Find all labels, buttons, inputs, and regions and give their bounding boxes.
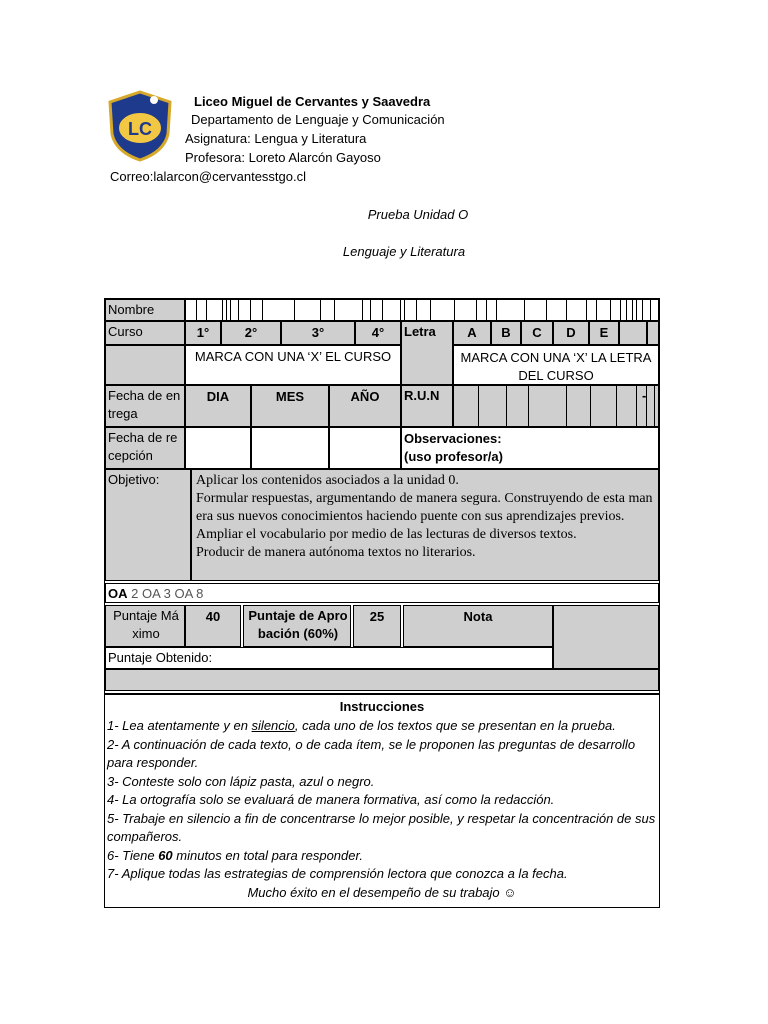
student-info-form xyxy=(104,298,660,694)
fecha-recepcion-label: Fecha de re cepción xyxy=(108,430,178,463)
oa-label: OA xyxy=(108,586,128,601)
recepcion-mes-field[interactable] xyxy=(251,427,329,469)
recepcion-anio-field[interactable] xyxy=(329,427,401,469)
curso-option-1[interactable]: 1° xyxy=(185,321,221,345)
instructions-box xyxy=(104,694,660,908)
objetivo-line-2: Formular respuestas, argumentando de manera segura. Construyendo de esta manera sus nuevos conocimientos haciendo puente con sus aprendizajes previos. xyxy=(196,491,653,524)
closing-message: Mucho éxito en el desempeño de su trabajo ☺ xyxy=(247,884,517,900)
course-title: Lenguaje y Literatura xyxy=(342,244,466,259)
letra-label: Letra xyxy=(404,324,436,339)
instruction-1: 1- Lea atentamente y en silencio, cada uno de los textos que se presentan en la prueba. xyxy=(107,718,616,733)
letra-option-e[interactable]: E xyxy=(589,321,619,345)
marca-curso-note: MARCA CON UNA ‘X’ EL CURSO xyxy=(185,345,401,385)
marca-letra-note: MARCA CON UNA ‘X’ LA LETRA DEL CURSO xyxy=(453,345,659,385)
fecha-entrega-label-cell xyxy=(105,385,185,427)
run-label: R.U.N xyxy=(404,388,440,403)
observaciones-cell[interactable] xyxy=(401,427,659,469)
email: Correo:lalarcon@cervantesstgo.cl xyxy=(110,169,307,184)
instructions-title: Instrucciones xyxy=(339,699,425,714)
logo-text: LC xyxy=(128,119,152,139)
anio-cell[interactable]: AÑO xyxy=(329,385,401,427)
school-name: Liceo Miguel de Cervantes y Saavedra xyxy=(194,94,431,109)
fecha-recepcion-label-cell xyxy=(105,427,185,469)
objetivo-line-3: Ampliar el vocabulario por medio de las lecturas de diversos textos. xyxy=(196,527,577,542)
instruction-4: 4- La ortografía solo se evaluará de manera formativa, así como la redacción. xyxy=(107,792,555,807)
uso-profesor-label: (uso profesor/a) xyxy=(404,449,503,464)
nota-label: Nota xyxy=(403,605,553,647)
form-footer-bar xyxy=(105,669,659,691)
mes-cell[interactable]: MES xyxy=(251,385,329,427)
letra-label-cell xyxy=(401,321,453,385)
curso-label-spacer xyxy=(105,345,185,385)
run-dash: - xyxy=(642,388,647,403)
letra-option-blank-1[interactable] xyxy=(619,321,647,345)
run-label-cell xyxy=(401,385,453,427)
puntaje-aprobacion-value: 25 xyxy=(353,605,401,647)
objetivo-line-1: Aplicar los contenidos asociados a la unidad 0. xyxy=(196,473,459,488)
teacher: Profesora: Loreto Alarcón Gayoso xyxy=(185,150,381,165)
instruction-2: 2- A continuación de cada texto, o de cada ítem, se le proponen las preguntas de desarrollo para responder. xyxy=(107,736,636,770)
puntaje-maximo-label-cell xyxy=(105,605,185,647)
objetivo-line-4: Producir de manera autónoma textos no literarios. xyxy=(196,545,476,560)
nombre-field[interactable] xyxy=(185,299,659,321)
oa-list: 2 OA 3 OA 8 xyxy=(131,586,204,601)
school-logo xyxy=(106,90,174,162)
puntaje-aprobacion-label: Puntaje de Apro bación (60%) xyxy=(248,608,348,641)
instruction-6: 6- Tiene 60 minutos en total para responder. xyxy=(107,847,363,863)
instruction-5: 5- Trabaje en silencio a fin de concentrarse lo mejor posible, y respetar la concentración de sus compañeros. xyxy=(107,810,656,844)
nombre-label: Nombre xyxy=(108,302,155,317)
letra-option-blank-2[interactable] xyxy=(647,321,659,345)
curso-label-cell xyxy=(105,321,185,345)
run-field[interactable] xyxy=(453,385,659,427)
letra-option-a[interactable]: A xyxy=(453,321,491,345)
curso-label: Curso xyxy=(108,324,143,339)
nota-field[interactable] xyxy=(553,605,659,669)
department: Departamento de Lenguaje y Comunicación xyxy=(191,112,445,127)
observaciones-label: Observaciones: xyxy=(404,431,502,446)
fecha-entrega-label: Fecha de en trega xyxy=(108,388,181,421)
nombre-label-cell xyxy=(105,299,185,321)
curso-option-2[interactable]: 2° xyxy=(221,321,281,345)
oa-cell xyxy=(105,583,659,603)
puntaje-maximo-label: Puntaje Má ximo xyxy=(113,608,179,641)
instruction-3: 3- Conteste solo con lápiz pasta, azul o negro. xyxy=(107,773,375,789)
puntaje-maximo-value: 40 xyxy=(185,605,241,647)
subject: Asignatura: Lengua y Literatura xyxy=(185,131,367,146)
puntaje-aprobacion-label-cell xyxy=(243,605,351,647)
puntaje-obtenido-cell[interactable] xyxy=(105,647,553,669)
recepcion-dia-field[interactable] xyxy=(185,427,251,469)
curso-option-3[interactable]: 3° xyxy=(281,321,355,345)
objetivo-text-cell xyxy=(191,469,659,581)
letra-option-b[interactable]: B xyxy=(491,321,521,345)
test-title: Prueba Unidad O xyxy=(367,207,469,222)
letra-option-c[interactable]: C xyxy=(521,321,553,345)
letra-option-d[interactable]: D xyxy=(553,321,589,345)
curso-option-4[interactable]: 4° xyxy=(355,321,401,345)
dia-cell[interactable]: DIA xyxy=(185,385,251,427)
puntaje-obtenido-label: Puntaje Obtenido: xyxy=(108,650,213,665)
objetivo-label-cell xyxy=(105,469,191,581)
objetivo-label: Objetivo: xyxy=(108,472,160,487)
instruction-7: 7- Aplique todas las estrategias de comprensión lectora que conozca a la fecha. xyxy=(107,866,568,881)
